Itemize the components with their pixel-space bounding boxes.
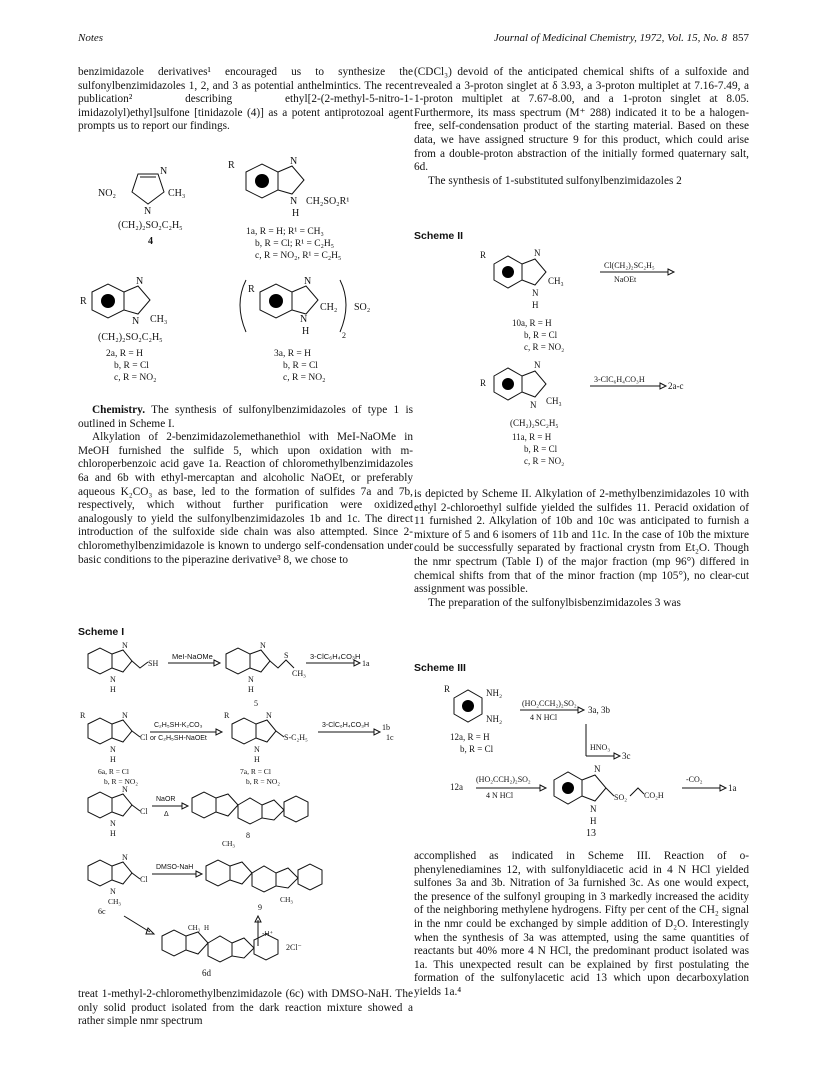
compound-6-line: b, R = NO₂: [104, 777, 138, 786]
paragraph-scheme2-intro: The synthesis of 1-substituted sulfonylbenzimidazoles 2: [428, 174, 682, 187]
product: 3c: [622, 751, 631, 761]
scheme-1: [78, 640, 413, 970]
n-label: N: [534, 248, 541, 258]
n-label: N: [266, 711, 272, 720]
n-label: N: [110, 887, 116, 896]
scheme-1-title: Scheme I: [78, 626, 125, 638]
ch3-label: CH₃: [108, 897, 122, 906]
side-chain: (CH₂)₂SO₂C₂H₅: [118, 220, 183, 231]
paragraph-bis: The preparation of the sulfonylbisbenzimidazoles 3 was: [428, 596, 681, 609]
structure-1: [228, 156, 349, 261]
reagent: or C₂H₅SH-NaOEt: [150, 735, 207, 742]
scheme-2: [414, 244, 749, 474]
compound-11-line: c, R = NO₂: [524, 456, 565, 466]
s-label: S: [284, 651, 289, 660]
start-material: 12a: [450, 782, 463, 792]
ch3-label: CH₃: [546, 396, 562, 406]
compound-3-line: c, R = NO₂: [283, 373, 326, 383]
nh2-label: NH₂: [486, 714, 503, 724]
chemistry-paragraph: [78, 404, 413, 431]
compound-11-line: b, R = Cl: [524, 444, 558, 454]
n-label: N: [260, 641, 266, 650]
reagent: 3-ClC₆H₄CO₃H: [594, 375, 645, 384]
reagent: DMSO-NaH: [156, 864, 194, 871]
compound-label: 6c: [98, 907, 106, 916]
reagent: Δ: [164, 811, 169, 818]
journal-name: Journal of Medicinal Chemistry,: [493, 32, 637, 44]
compound-2-line: b, R = Cl: [114, 361, 149, 371]
cl-label: Cl: [140, 807, 148, 816]
reagent: C₂H₅SH-K₂CO₃: [154, 722, 203, 729]
page-number: 857: [732, 32, 749, 44]
ch3-label: CH₃: [222, 839, 236, 848]
side-chain: (CH₂)₂SC₂H₅: [510, 418, 559, 428]
sh-label: SH: [148, 659, 159, 668]
product: 1c: [386, 733, 394, 742]
product: 1a: [728, 783, 737, 793]
scheme-3-title: Scheme III: [414, 662, 466, 674]
scheme-2-title: Scheme II: [414, 230, 464, 242]
right-bottom-text: [414, 850, 749, 1000]
compound-13-label: 13: [586, 828, 596, 839]
n-label: N: [110, 675, 116, 684]
scheme-3: [414, 676, 749, 826]
n-label: N: [532, 288, 539, 298]
compound-label: 4: [148, 236, 153, 247]
side-chain: (CH₂)₂SO₂C₂H₅: [98, 332, 163, 343]
reagent: -H⁺: [262, 931, 274, 938]
reagent: 4 N HCl: [530, 713, 558, 722]
n-label: N: [122, 785, 128, 794]
ch2-label: CH₂: [320, 302, 338, 313]
compound-label: 8: [246, 831, 250, 840]
compound-3-line: b, R = Cl: [283, 361, 318, 371]
cl-label: Cl: [140, 875, 148, 884]
section-heading: Chemistry.: [92, 404, 146, 416]
reagent: NaOR: [156, 796, 176, 803]
r-label: R: [228, 160, 235, 171]
compound-11-line: 11a, R = H: [512, 432, 552, 442]
structure-2: [80, 276, 167, 383]
nh2-label: NH₂: [486, 688, 503, 698]
chemistry-section: [78, 404, 413, 567]
reagent: 3-ClC₆H₄CO₃H: [322, 722, 370, 729]
n-label: N: [122, 641, 128, 650]
h-label: H: [204, 924, 210, 932]
chemistry-text: The synthesis of sulfonylbenzimidazoles of type 1 is outlined in Scheme I.: [78, 404, 413, 430]
left-bottom-text: [78, 988, 413, 1029]
h-label: H: [302, 326, 310, 337]
compound-2-line: 2a, R = H: [106, 349, 144, 359]
reagent: 4 N HCl: [486, 791, 514, 800]
r-label: R: [444, 684, 451, 694]
n-label: N: [160, 166, 168, 177]
n-label: N: [594, 764, 601, 774]
reagent: 3-ClC₆H₄CO₃H: [310, 652, 361, 661]
r-label: R: [480, 250, 487, 260]
compound-label: 9: [258, 903, 262, 912]
n-label: N: [122, 711, 128, 720]
h-label: H: [110, 829, 116, 838]
right-middle-text: [414, 488, 749, 610]
sc2h5-label: S-C₂H₅: [284, 733, 308, 742]
chloride-ion: 2Cl⁻: [286, 943, 302, 952]
product: 2a-c: [668, 381, 684, 391]
h-label: H: [110, 755, 116, 764]
r-label: R: [80, 711, 86, 720]
cl-label: Cl: [140, 733, 148, 742]
compound-3-line: 3a, R = H: [274, 349, 312, 359]
left-column: [78, 66, 413, 134]
structures-1-4: [78, 152, 413, 412]
ch3-label: CH₃: [280, 895, 294, 904]
h-label: H: [532, 300, 539, 310]
n-label: N: [136, 276, 144, 287]
compound-10-line: 10a, R = H: [512, 318, 552, 328]
compound-6-line: 6a, R = Cl: [98, 767, 129, 776]
compound-10-line: c, R = NO₂: [524, 342, 565, 352]
so2-label: SO₂: [354, 302, 371, 313]
compound-7-line: 7a, R = Cl: [240, 767, 271, 776]
n-label: N: [304, 276, 312, 287]
n-label: N: [254, 745, 260, 754]
n-label: N: [534, 360, 541, 370]
substituent: CH₂SO₂R¹: [306, 196, 350, 207]
paragraph-dmso: treat 1-methyl-2-chloromethylbenzimidazole (6c) with DMSO-NaH. The only solid product isolated from the dark reaction mixture showed a rather simple nmr spectrum: [78, 988, 413, 1028]
compound-12-line: 12a, R = H: [450, 732, 490, 742]
ch3-label: CH₃: [168, 188, 186, 199]
product: 1a: [362, 659, 370, 668]
h-label: H: [110, 685, 116, 694]
running-header-left: Notes: [78, 32, 104, 44]
paragraph-scheme3: accomplished as indicated in Scheme III. Reaction of o-phenylenediamines 12, with sulfonyldiacetic acid in 4 N HCl yielded sulfones 3a and 3b. Nitration of 3a furnished 3c. As one would expect, the presence of the sulfonyl grouping in 3 markedly increased the acidity of the neighboring methylene hydrogens. Fifty per cent of the CH₂ signal in the nmr could be exchanged by simple addition of D₂O. Interestingly when the synthesis of 3a was attempted, using the same quantities of reactants but 40% more 4 N HCl, the predominant product isolated was 1a. This unexpected result can be explained by first postulating the formation of the sulfonylacetic acid 13 which upon decarboxylation yields 1a.⁴: [414, 850, 749, 998]
ch3-label: CH₃: [292, 669, 306, 678]
compound-6d-label: 6d: [202, 968, 211, 978]
compound-label: 5: [254, 699, 258, 708]
n-label: N: [530, 400, 537, 410]
n-label: N: [590, 804, 597, 814]
n-label: N: [132, 316, 140, 327]
h-label: H: [292, 208, 300, 219]
h-label: H: [254, 755, 260, 764]
structure-3: [240, 276, 370, 383]
reagent: HNO₃: [590, 743, 611, 752]
r-label: R: [480, 378, 487, 388]
n-label: N: [110, 819, 116, 828]
ch3-label: CH₃: [548, 276, 564, 286]
subscript-2: 2: [342, 331, 346, 340]
r-label: R: [80, 296, 87, 307]
n-label: N: [290, 156, 298, 167]
compound-12-line: b, R = Cl: [460, 744, 494, 754]
compound-1-line: b, R = Cl; R¹ = C₂H₅: [255, 239, 335, 249]
paragraph-alkylation: Alkylation of 2-benzimidazolemethanethiol with MeI-NaOMe in MeOH furnished the sulfide 5, which upon oxidation with m-chloroperbenzoic acid gave 1a. Reaction of chloromethylbenzimidazoles 6a and 6b with ethyl-mercaptan and alcoholic NaOEt, or preferably aqueous K₂CO₃ as base, led to the formation of sulfides 7a and 7b, respectively, which without further purification were oxidized analogously to yield the sulfonylbenzimidazoles 1b and 1c. The direct introduction of the sulfoxide side chain was also attempted. Since 2-chloromethylbenzimidazole is known to undergo self-condensation under basic conditions to the piperazine derivative³ 8, we chose to: [78, 431, 413, 566]
compound-7-line: b, R = NO₂: [246, 777, 280, 786]
reagent: MeI-NaOMe: [172, 652, 213, 661]
n-label: N: [248, 675, 254, 684]
h-label: H: [590, 816, 597, 826]
reagent: Cl(CH₂)₂SC₂H₅: [604, 261, 655, 270]
ch3-label: CH₃: [188, 924, 201, 932]
ch3-label: CH₃: [150, 314, 168, 325]
paragraph-scheme2: is depicted by Scheme II. Alkylation of 2-methylbenzimidazoles 10 with ethyl 2-chloroethyl sulfide yielded the sulfides 11. Peracid oxidation of 11 furnished 2. Alkylation of 10b and 10c was anticipated to furnish a mixture of 5 and 6 isomers of 11b and 11c. In the case of 10b the mixture could be successfully separated by fractional crystn from Et₂O. Though the nmr spectrum (Table I) of the major fraction (mp 96°) differed in chemical shifts from that of the minor fraction (mp 105°), no clear-cut assignment was possible.: [414, 488, 749, 596]
compound-1-line: c, R = NO₂, R¹ = C₂H₅: [255, 251, 342, 261]
structure-4: [98, 166, 185, 247]
h-label: H: [248, 685, 254, 694]
right-column-top: [414, 66, 749, 188]
compound-10-line: b, R = Cl: [524, 330, 558, 340]
so2-label: SO₂: [614, 793, 628, 802]
paragraph-nmr: (CDCl₃) devoid of the anticipated chemical shifts of a sulfoxide and revealed a 3-proton singlet at δ 3.93, a 3-proton multiplet at 7.16-7.49, a 1-proton multiplet at 7.67-8.00, and a 1-proton singlet at 8.05. Furthermore, its mass spectrum (M⁺ 288) indicated it to be a halogen-free, self-condensation product of the starting material. Based on these data, we have assigned structure 9 for this product, which could arise from a double-proton abstraction of the initially formed quaternary salt, 6d.: [414, 66, 749, 174]
reagent: (HO₂CCH₂)₂SO₂: [522, 699, 577, 708]
running-header-right: [494, 32, 749, 44]
co2h-label: CO₂H: [644, 791, 664, 800]
reagent: NaOEt: [614, 275, 637, 284]
compound-2-line: c, R = NO₂: [114, 373, 157, 383]
n-label: N: [122, 853, 128, 862]
reagent: -CO₂: [686, 775, 703, 784]
r-label: R: [224, 711, 230, 720]
r-label: R: [248, 284, 255, 295]
product: 1b: [382, 723, 390, 732]
journal-volume: 1972, Vol. 15, No. 8: [639, 32, 727, 44]
n-label: N: [290, 196, 298, 207]
product: 3a, 3b: [588, 705, 610, 715]
compound-1-line: 1a, R = H; R¹ = CH₃: [246, 227, 324, 237]
intro-paragraph: benzimidazole derivatives¹ encouraged us to synthesize the sulfonylbenzimidazoles 1, 2, and 3 as potential anthelmintics. The recent publication² describing ethyl[2-(2-methyl-5-nitro-1-imidazolyl)ethyl]sulfone [tinidazole (4)] as a potent antiprotozoal agent prompts us to report our findings.: [78, 66, 413, 133]
no2-label: NO₂: [98, 188, 116, 199]
n-label: N: [110, 745, 116, 754]
n-label: N: [300, 314, 308, 325]
n-label: N: [144, 206, 152, 217]
reagent: (HO₂CCH₂)₂SO₂: [476, 775, 531, 784]
